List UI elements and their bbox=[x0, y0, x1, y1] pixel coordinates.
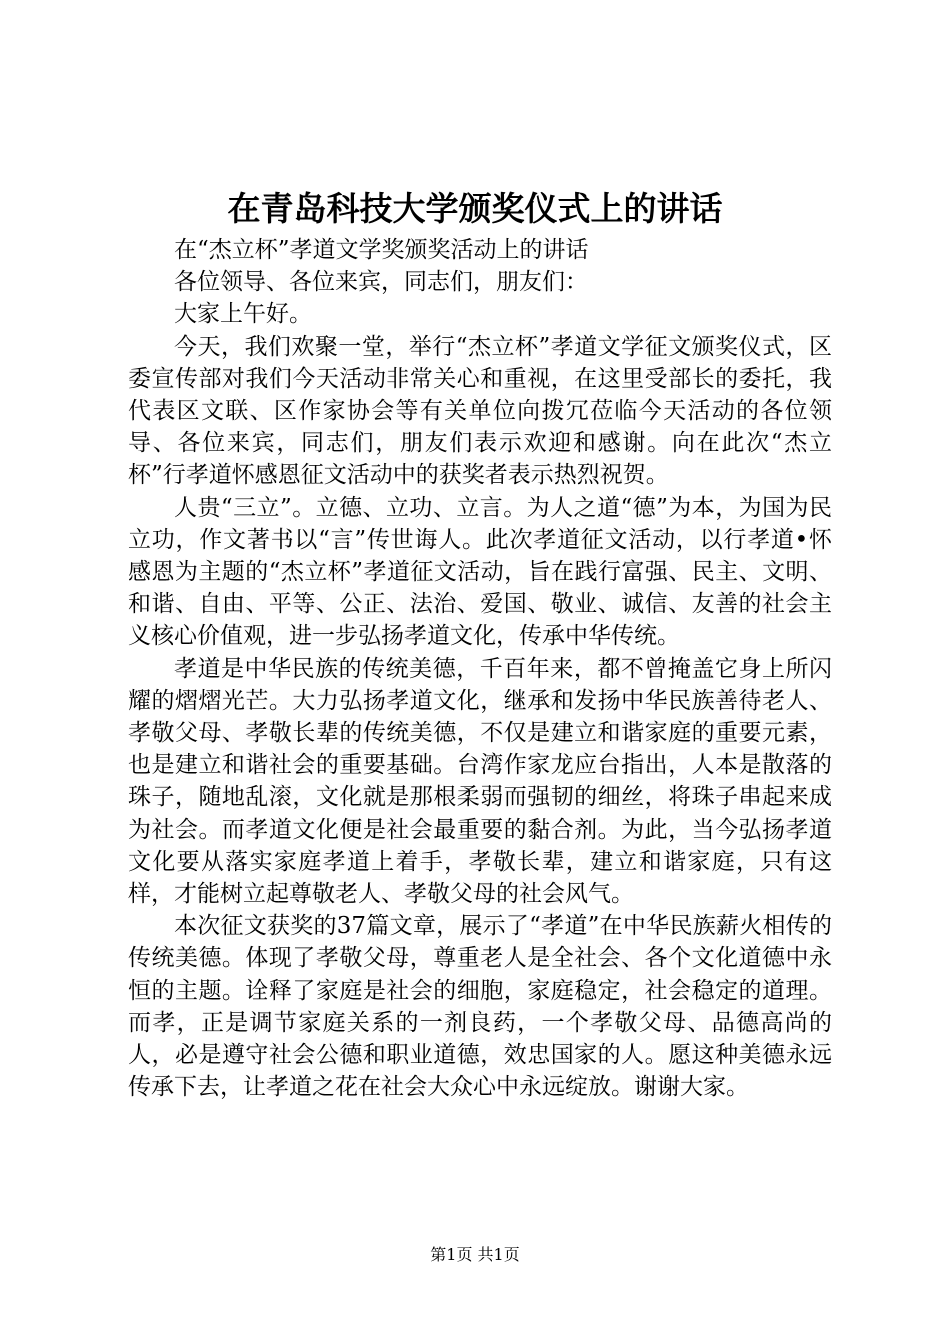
body-paragraph: 孝道是中华民族的传统美德，千百年来，都不曾掩盖它身上所闪耀的熠熠光芒。大力弘扬孝道文化，继承和发扬中华民族善待老人、孝敬父母、孝敬长辈的传统美德，不仅是建立和谐家庭的重要元素，也是建立和谐社会的重要基础。台湾作家龙应台指出，人本是散落的珠子，随地乱滚，文化就是那根柔弱而强韧的细丝，将珠子串起来成为社会。而孝道文化便是社会最重要的黏合剂。为此，当今弘扬孝道文化要从落实家庭孝道上着手，孝敬长辈，建立和谐家庭，只有这样，才能树立起尊敬老人、孝敬父母的社会风气。 bbox=[128, 655, 832, 908]
page-footer: 第1页 共1页 bbox=[430, 1245, 520, 1264]
speech-subtitle: 在“杰立杯”孝道文学奖颁奖活动上的讲话 bbox=[174, 237, 589, 263]
body-paragraph: 本次征文获奖的37篇文章，展示了“孝道”在中华民族薪火相传的传统美德。体现了孝敬父母，尊重老人是全社会、各个文化道德中永恒的主题。诠释了家庭是社会的细胞，家庭稳定，社会稳定的道理。而孝，正是调节家庭关系的一剂良药，一个孝敬父母、品德高尚的人，必是遵守社会公德和职业道德，效忠国家的人。愿这种美德永远传承下去，让孝道之花在社会大众心中永远绽放。谢谢大家。 bbox=[128, 913, 832, 1101]
document-title: 在青岛科技大学颁奖仪式上的讲话 bbox=[227, 189, 723, 228]
body-paragraph: 人贵“三立”。立德、立功、立言。为人之道“德”为本，为国为民立功，作文著书以“言”传世诲人。此次孝道征文活动，以行孝道•怀感恩为主题的“杰立杯”孝道征文活动，旨在践行富强、民主、文明、和谐、自由、平等、公正、法治、爱国、敬业、诚信、友善的社会主义核心价值观，进一步弘扬孝道文化，传承中华传统。 bbox=[128, 494, 832, 650]
salutation: 各位领导、各位来宾，同志们，朋友们： bbox=[174, 269, 588, 296]
greeting: 大家上午好。 bbox=[174, 301, 312, 328]
body-paragraph: 今天，我们欢聚一堂，举行“杰立杯”孝道文学征文颁奖仪式，区委宣传部对我们今天活动非常关心和重视，在这里受部长的委托，我代表区文联、区作家协会等有关单位向拨冗莅临今天活动的各位领导、各位来宾，同志们，朋友们表示欢迎和感谢。向在此次“杰立杯”行孝道怀感恩征文活动中的获奖者表示热烈祝贺。 bbox=[128, 333, 832, 489]
document-body bbox=[128, 234, 832, 1103]
